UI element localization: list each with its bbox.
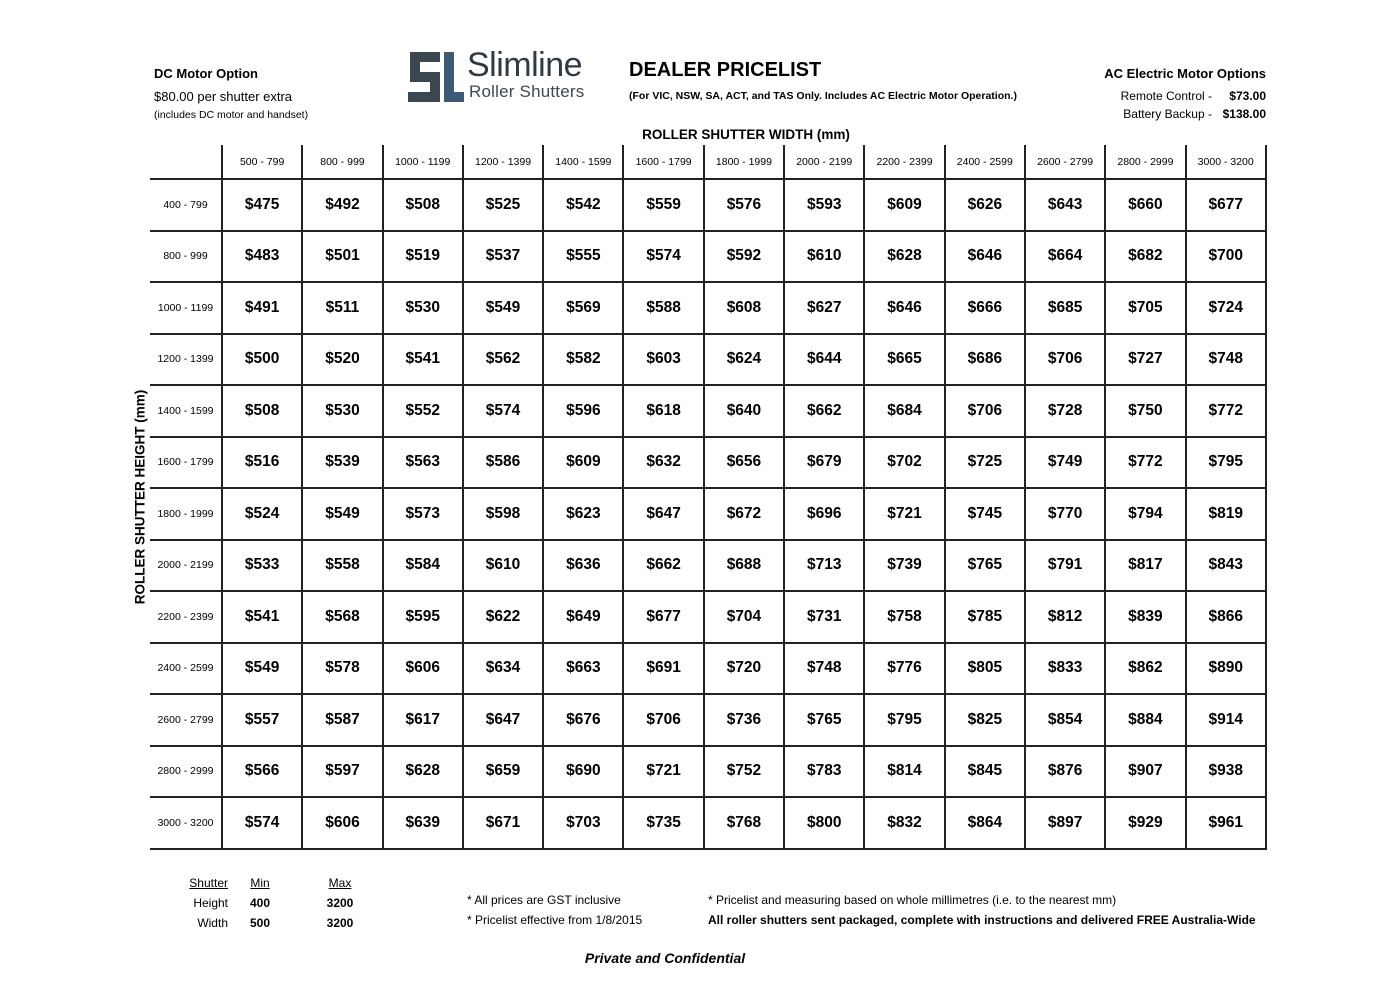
width-range-header: 1800 - 1999 [705, 145, 785, 180]
price-cell: $628 [865, 232, 945, 284]
price-cell: $659 [464, 747, 544, 799]
width-range-header: 2000 - 2199 [785, 145, 865, 180]
price-cell: $907 [1106, 747, 1186, 799]
width-range-header: 2200 - 2399 [865, 145, 945, 180]
width-range-header: 1400 - 1599 [544, 145, 624, 180]
price-cell: $549 [464, 283, 544, 335]
price-cell: $705 [1106, 283, 1186, 335]
price-cell: $677 [1187, 180, 1267, 232]
price-cell: $772 [1187, 386, 1267, 438]
price-cell: $609 [865, 180, 945, 232]
price-cell: $592 [705, 232, 785, 284]
price-cell: $559 [624, 180, 704, 232]
price-cell: $541 [384, 335, 464, 387]
logo-subtitle-text: Roller Shutters [469, 82, 585, 101]
price-cell: $665 [865, 335, 945, 387]
price-cell: $731 [785, 592, 865, 644]
price-cell: $617 [384, 695, 464, 747]
price-cell: $606 [303, 798, 383, 850]
logo-brand-text: Slimline [467, 46, 583, 84]
size-limits-table [170, 873, 388, 933]
price-cell: $649 [544, 592, 624, 644]
price-cell: $691 [624, 644, 704, 696]
price-cell: $549 [223, 644, 303, 696]
height-range-label: 400 - 799 [150, 180, 223, 232]
dc-motor-note: (includes DC motor and handset) [154, 109, 309, 121]
height-range-label: 2200 - 2399 [150, 592, 223, 644]
price-cell: $702 [865, 438, 945, 490]
price-cell: $588 [624, 283, 704, 335]
price-cell: $524 [223, 489, 303, 541]
price-cell: $897 [1026, 798, 1106, 850]
price-cell: $748 [785, 644, 865, 696]
price-cell: $791 [1026, 541, 1106, 593]
price-cell: $706 [946, 386, 1026, 438]
height-range-label: 1200 - 1399 [150, 335, 223, 387]
height-range-label: 2000 - 2199 [150, 541, 223, 593]
price-cell: $706 [1026, 335, 1106, 387]
price-cell: $739 [865, 541, 945, 593]
width-range-header: 800 - 999 [303, 145, 383, 180]
note-gst: * All prices are GST inclusive [467, 893, 621, 907]
price-cell: $672 [705, 489, 785, 541]
price-cell: $603 [624, 335, 704, 387]
price-cell: $725 [946, 438, 1026, 490]
price-cell: $566 [223, 747, 303, 799]
price-cell: $483 [223, 232, 303, 284]
size-limits [170, 873, 388, 933]
price-cell: $530 [384, 283, 464, 335]
limits-row-height [170, 893, 388, 913]
price-cell: $563 [384, 438, 464, 490]
price-cell: $516 [223, 438, 303, 490]
price-cell: $720 [705, 644, 785, 696]
price-cell: $624 [705, 335, 785, 387]
limits-label: Height [193, 896, 228, 910]
width-range-header: 500 - 799 [223, 145, 303, 180]
page-title: DEALER PRICELIST [629, 59, 822, 81]
price-cell: $736 [705, 695, 785, 747]
price-cell: $662 [785, 386, 865, 438]
price-cell: $686 [946, 335, 1026, 387]
price-cell: $843 [1187, 541, 1267, 593]
limits-label: Width [197, 916, 228, 930]
price-cell: $500 [223, 335, 303, 387]
limits-max: 3200 [326, 916, 354, 930]
price-cell: $696 [785, 489, 865, 541]
price-cell: $752 [705, 747, 785, 799]
price-cell: $598 [464, 489, 544, 541]
price-cell: $664 [1026, 232, 1106, 284]
price-cell: $758 [865, 592, 945, 644]
price-cell: $542 [544, 180, 624, 232]
price-cell: $768 [705, 798, 785, 850]
price-cell: $508 [223, 386, 303, 438]
price-cell: $700 [1187, 232, 1267, 284]
ac-option-label: Battery Backup - [1123, 107, 1212, 121]
price-cell: $574 [464, 386, 544, 438]
price-cell: $596 [544, 386, 624, 438]
price-cell: $785 [946, 592, 1026, 644]
height-range-label: 1000 - 1199 [150, 283, 223, 335]
price-cell: $832 [865, 798, 945, 850]
price-cell: $501 [303, 232, 383, 284]
price-cell: $606 [384, 644, 464, 696]
price-cell: $530 [303, 386, 383, 438]
width-range-header: 1000 - 1199 [384, 145, 464, 180]
price-cell: $644 [785, 335, 865, 387]
price-cell: $587 [303, 695, 383, 747]
height-range-label: 2600 - 2799 [150, 695, 223, 747]
price-cell: $765 [946, 541, 1026, 593]
ac-option-value: $73.00 [1229, 89, 1266, 103]
price-cell: $862 [1106, 644, 1186, 696]
price-cell: $704 [705, 592, 785, 644]
limits-min: 500 [249, 916, 271, 930]
price-cell: $845 [946, 747, 1026, 799]
price-cell: $745 [946, 489, 1026, 541]
price-cell: $749 [1026, 438, 1106, 490]
width-range-header: 2800 - 2999 [1106, 145, 1186, 180]
dc-motor-price: $80.00 per shutter extra [154, 89, 293, 104]
price-cell: $562 [464, 335, 544, 387]
price-cell: $814 [865, 747, 945, 799]
price-cell: $688 [705, 541, 785, 593]
price-cell: $549 [303, 489, 383, 541]
price-cell: $795 [1187, 438, 1267, 490]
price-cell: $721 [865, 489, 945, 541]
price-cell: $475 [223, 180, 303, 232]
width-range-header: 1600 - 1799 [624, 145, 704, 180]
height-range-label: 1400 - 1599 [150, 386, 223, 438]
price-cell: $706 [624, 695, 704, 747]
width-range-header: 3000 - 3200 [1187, 145, 1267, 180]
price-cell: $735 [624, 798, 704, 850]
price-cell: $647 [464, 695, 544, 747]
price-cell: $647 [624, 489, 704, 541]
price-cell: $569 [544, 283, 624, 335]
price-cell: $636 [544, 541, 624, 593]
price-cell: $610 [464, 541, 544, 593]
price-cell: $595 [384, 592, 464, 644]
price-cell: $552 [384, 386, 464, 438]
ac-options-title: AC Electric Motor Options [1104, 66, 1266, 81]
price-cell: $748 [1187, 335, 1267, 387]
price-cell: $511 [303, 283, 383, 335]
ac-option-label: Remote Control - [1120, 89, 1212, 103]
limits-row-width [170, 913, 388, 933]
price-cell: $586 [464, 438, 544, 490]
price-cell: $643 [1026, 180, 1106, 232]
price-cell: $541 [223, 592, 303, 644]
width-axis-caption: ROLLER SHUTTER WIDTH (mm) [642, 127, 850, 142]
price-cell: $622 [464, 592, 544, 644]
price-cell: $640 [705, 386, 785, 438]
price-cell: $961 [1187, 798, 1267, 850]
price-cell: $884 [1106, 695, 1186, 747]
price-cell: $634 [464, 644, 544, 696]
price-cell: $584 [384, 541, 464, 593]
height-axis-caption: ROLLER SHUTTER HEIGHT (mm) [132, 389, 148, 605]
price-cell: $839 [1106, 592, 1186, 644]
price-cell: $750 [1106, 386, 1186, 438]
price-cell: $684 [865, 386, 945, 438]
price-cell: $685 [1026, 283, 1106, 335]
price-cell: $582 [544, 335, 624, 387]
limits-header-shutter: Shutter [189, 876, 228, 890]
price-cell: $539 [303, 438, 383, 490]
width-range-header: 1200 - 1399 [464, 145, 544, 180]
price-cell: $794 [1106, 489, 1186, 541]
table-corner-cell [150, 145, 223, 180]
price-cell: $491 [223, 283, 303, 335]
price-cell: $508 [384, 180, 464, 232]
note-effective-date: * Pricelist effective from 1/8/2015 [467, 913, 643, 927]
note-delivery: All roller shutters sent packaged, complete with instructions and delivered FREE Australia-Wide [708, 913, 1256, 927]
price-cell: $597 [303, 747, 383, 799]
price-cell: $662 [624, 541, 704, 593]
price-cell: $864 [946, 798, 1026, 850]
ac-option-battery [1123, 107, 1266, 121]
price-cell: $703 [544, 798, 624, 850]
price-cell: $938 [1187, 747, 1267, 799]
confidential-footer: Private and Confidential [584, 950, 746, 966]
price-cell: $854 [1026, 695, 1106, 747]
price-cell: $573 [384, 489, 464, 541]
price-table [150, 145, 1267, 850]
price-cell: $537 [464, 232, 544, 284]
price-cell: $519 [384, 232, 464, 284]
note-measuring: * Pricelist and measuring based on whole millimetres (i.e. to the nearest mm) [708, 893, 1117, 907]
width-range-header: 2600 - 2799 [1026, 145, 1106, 180]
price-cell: $646 [865, 283, 945, 335]
price-cell: $728 [1026, 386, 1106, 438]
price-cell: $593 [785, 180, 865, 232]
price-cell: $646 [946, 232, 1026, 284]
ac-option-remote [1121, 89, 1266, 103]
price-cell: $639 [384, 798, 464, 850]
price-cell: $713 [785, 541, 865, 593]
price-cell: $663 [544, 644, 624, 696]
price-cell: $677 [624, 592, 704, 644]
price-cell: $574 [223, 798, 303, 850]
price-cell: $626 [946, 180, 1026, 232]
price-cell: $666 [946, 283, 1026, 335]
price-cell: $627 [785, 283, 865, 335]
height-range-label: 2800 - 2999 [150, 747, 223, 799]
price-cell: $825 [946, 695, 1026, 747]
width-range-header: 2400 - 2599 [946, 145, 1026, 180]
price-cell: $914 [1187, 695, 1267, 747]
limits-header-row [170, 873, 388, 893]
limits-header-min: Min [250, 876, 270, 890]
price-cell: $557 [223, 695, 303, 747]
price-cell: $819 [1187, 489, 1267, 541]
price-cell: $727 [1106, 335, 1186, 387]
price-cell: $608 [705, 283, 785, 335]
ac-option-value: $138.00 [1222, 107, 1266, 121]
limits-max: 3200 [326, 896, 354, 910]
price-cell: $558 [303, 541, 383, 593]
page-subtitle: (For VIC, NSW, SA, ACT, and TAS Only. Includes AC Electric Motor Operation.) [629, 90, 1017, 102]
price-cell: $783 [785, 747, 865, 799]
price-cell: $568 [303, 592, 383, 644]
price-cell: $660 [1106, 180, 1186, 232]
price-cell: $690 [544, 747, 624, 799]
price-cell: $628 [384, 747, 464, 799]
price-cell: $533 [223, 541, 303, 593]
price-cell: $721 [624, 747, 704, 799]
dc-motor-title: DC Motor Option [154, 66, 258, 81]
price-cell: $618 [624, 386, 704, 438]
limits-min: 400 [249, 896, 271, 910]
price-cell: $812 [1026, 592, 1106, 644]
height-range-label: 800 - 999 [150, 232, 223, 284]
price-cell: $800 [785, 798, 865, 850]
price-cell: $520 [303, 335, 383, 387]
price-cell: $576 [705, 180, 785, 232]
price-cell: $890 [1187, 644, 1267, 696]
price-cell: $632 [624, 438, 704, 490]
price-cell: $609 [544, 438, 624, 490]
height-range-label: 2400 - 2599 [150, 644, 223, 696]
height-range-label: 1800 - 1999 [150, 489, 223, 541]
price-cell: $676 [544, 695, 624, 747]
price-cell: $525 [464, 180, 544, 232]
price-cell: $682 [1106, 232, 1186, 284]
price-cell: $833 [1026, 644, 1106, 696]
height-range-label: 3000 - 3200 [150, 798, 223, 850]
price-cell: $772 [1106, 438, 1186, 490]
price-cell: $492 [303, 180, 383, 232]
price-cell: $574 [624, 232, 704, 284]
price-cell: $679 [785, 438, 865, 490]
price-cell: $817 [1106, 541, 1186, 593]
price-cell: $623 [544, 489, 624, 541]
price-cell: $671 [464, 798, 544, 850]
limits-header-max: Max [328, 876, 352, 890]
price-cell: $805 [946, 644, 1026, 696]
price-cell: $776 [865, 644, 945, 696]
price-cell: $876 [1026, 747, 1106, 799]
price-cell: $929 [1106, 798, 1186, 850]
price-cell: $795 [865, 695, 945, 747]
price-cell: $866 [1187, 592, 1267, 644]
price-cell: $765 [785, 695, 865, 747]
price-cell: $724 [1187, 283, 1267, 335]
price-cell: $610 [785, 232, 865, 284]
price-cell: $555 [544, 232, 624, 284]
height-range-label: 1600 - 1799 [150, 438, 223, 490]
price-cell: $770 [1026, 489, 1106, 541]
price-cell: $578 [303, 644, 383, 696]
price-cell: $656 [705, 438, 785, 490]
